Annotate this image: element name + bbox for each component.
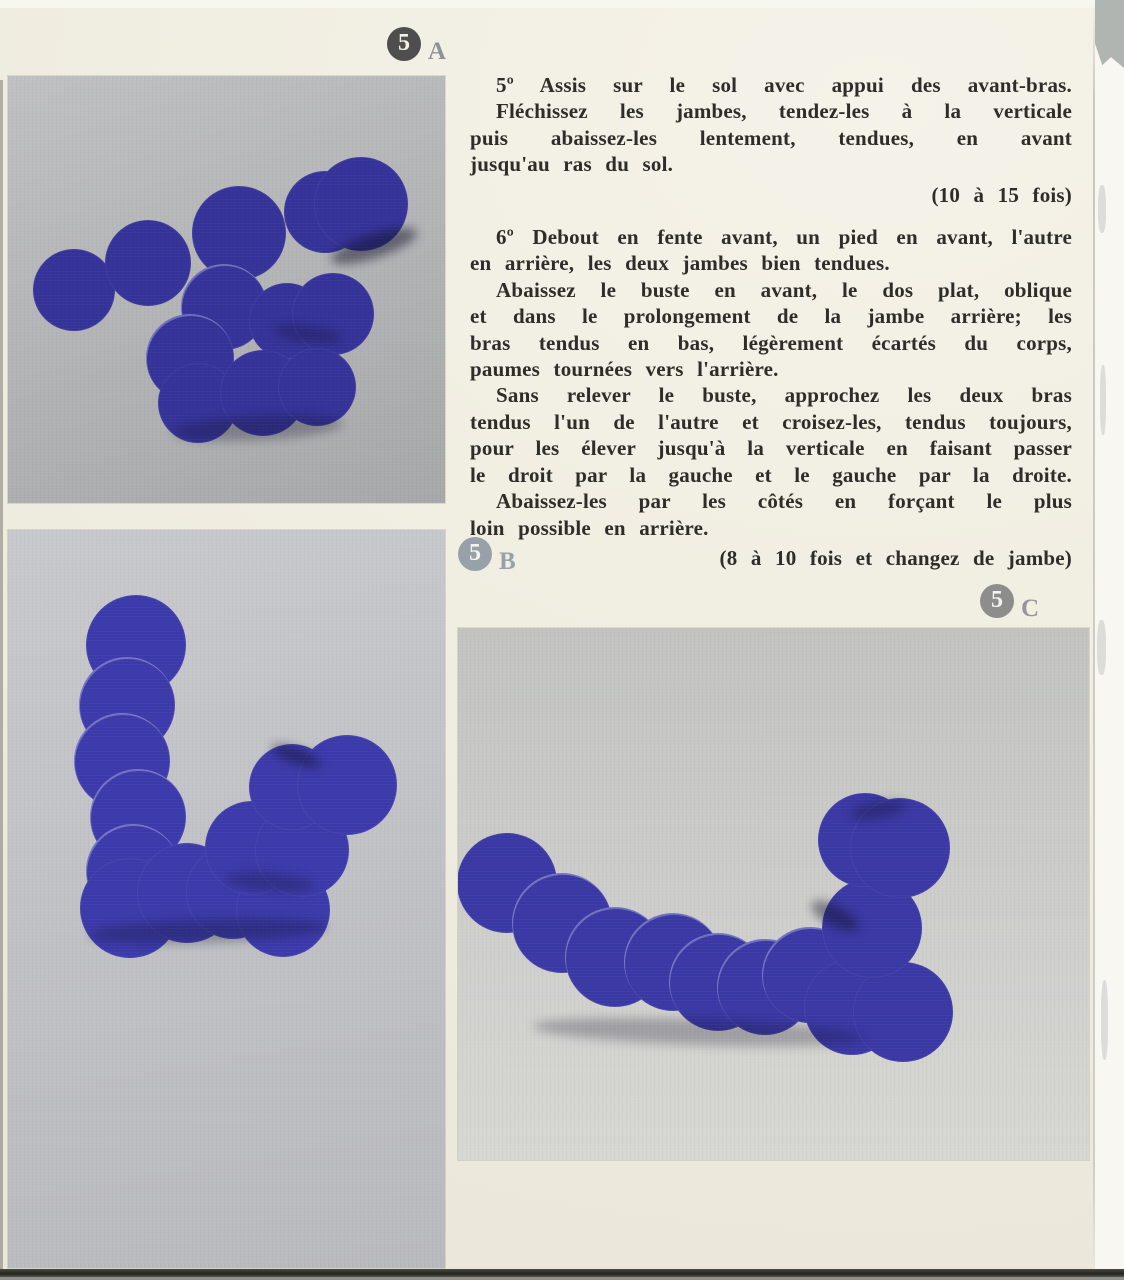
text-line: Sans relever le buste, approchez les deux bras [496,383,1072,408]
edge-smudge [1100,365,1106,435]
figure-number-disc [980,584,1014,618]
page-left-edge [0,80,3,1270]
page-crease [1093,0,1095,1272]
edge-smudge [1101,980,1108,1060]
page-top-band [0,0,1124,8]
edge-smudge [1097,620,1106,675]
text-line: jusqu'au ras du sol. [470,152,674,177]
text-line: (8 à 10 fois et changez de jambe) [719,545,1072,570]
figure-number: 5 [398,30,410,56]
figure-letter: A [428,38,447,65]
blue-dot [297,735,397,835]
text-line: Abaissez le buste en avant, le dos plat, oblique [496,277,1072,302]
text-line: pour les élever jusqu'à la verticale en faisant passer [470,436,1072,461]
figure-number: 5 [469,540,481,566]
text-line: en arrière, les deux jambes bien tendues. [470,251,890,276]
photo-panel-c [458,628,1089,1160]
text-line: le droit par la gauche et le gauche par la droite. [470,462,1072,487]
figure-label-5a [387,27,447,65]
text-line: paumes tournées vers l'arrière. [470,357,779,382]
instructions-text [470,72,1072,571]
text-line: 5º Assis sur le sol avec appui des avant-bras. [496,73,1072,97]
text-line: Fléchissez les jambes, tendez-les à la verticale [496,99,1072,124]
text-line: loin possible en arrière. [470,515,709,540]
figure-label-5c [980,584,1040,622]
figure-number-disc [387,27,421,61]
page-bottom-edge [0,1269,1124,1277]
edge-smudge [1098,185,1106,233]
figure-letter: B [499,548,516,575]
text-line: bras tendus en bas, légèrement écartés du corps, [470,330,1072,355]
blue-dot [105,220,191,306]
text-line: puis abaissez-les lentement, tendues, en avant [470,125,1072,150]
blue-dot [33,249,115,331]
text-line: et dans le prolongement de la jambe arrière; les [470,304,1072,329]
figure-number: 5 [991,587,1003,613]
text-line: 6º Debout en fente avant, un pied en avant, l'autre [496,225,1072,250]
text-line: tendus l'un de l'autre et croisez-les, tendus toujours, [470,409,1072,434]
photo-panel-a [8,76,445,503]
figure-letter: C [1021,595,1040,622]
photo-panel-b [8,530,445,1268]
text-line: Abaissez-les par les côtés en forçant le plus [496,489,1072,514]
text-line: (10 à 15 fois) [931,182,1072,207]
